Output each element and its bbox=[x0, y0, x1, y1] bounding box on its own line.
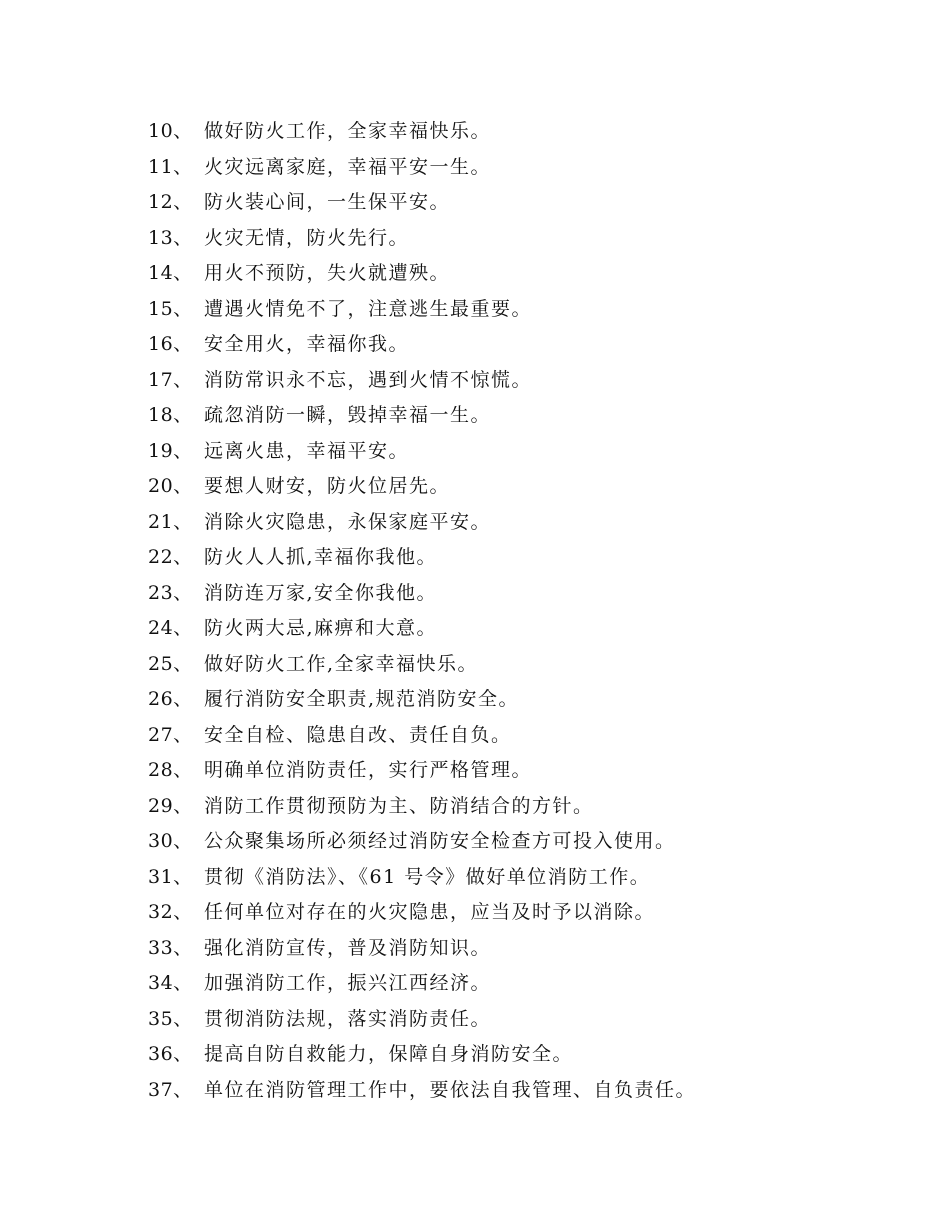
item-text: 单位在消防管理工作中，要依法自我管理、自负责任。 bbox=[204, 1078, 697, 1101]
item-text: 贯彻消防法规，落实消防责任。 bbox=[204, 1007, 492, 1030]
list-item bbox=[148, 895, 696, 931]
list-item bbox=[148, 682, 696, 718]
item-number: 20、 bbox=[148, 475, 193, 497]
item-text: 贯彻《消防法》、《61 号令》做好单位消防工作。 bbox=[204, 865, 651, 888]
list-item bbox=[148, 150, 696, 186]
item-number: 10、 bbox=[148, 120, 193, 142]
item-number: 23、 bbox=[148, 581, 193, 604]
item-number: 22、 bbox=[148, 546, 193, 568]
item-number: 14、 bbox=[148, 262, 193, 284]
item-number: 16、 bbox=[148, 333, 193, 355]
item-text: 安全自检、隐患自改、责任自负。 bbox=[204, 723, 512, 746]
list-item bbox=[148, 292, 696, 328]
item-text: 加强消防工作，振兴江西经济。 bbox=[204, 972, 492, 994]
item-text: 远离火患，幸福平安。 bbox=[204, 439, 410, 462]
item-number: 15、 bbox=[148, 297, 193, 320]
list-item bbox=[148, 753, 696, 789]
item-number: 31、 bbox=[148, 865, 193, 888]
item-text: 做好防火工作,全家幸福快乐。 bbox=[204, 652, 479, 675]
item-number: 30、 bbox=[148, 830, 193, 852]
list-item bbox=[148, 860, 696, 896]
list-item bbox=[148, 434, 696, 470]
item-number: 26、 bbox=[148, 688, 193, 710]
item-number: 33、 bbox=[148, 936, 193, 959]
item-text: 防火人人抓,幸福你我他。 bbox=[204, 546, 438, 568]
item-number: 13、 bbox=[148, 226, 193, 249]
list-item bbox=[148, 789, 696, 825]
list-item bbox=[148, 540, 696, 576]
list-item bbox=[148, 1037, 696, 1073]
item-text: 公众聚集场所必须经过消防安全检查方可投入使用。 bbox=[204, 830, 676, 852]
item-number: 37、 bbox=[148, 1078, 193, 1101]
item-text: 任何单位对存在的火灾隐患，应当及时予以消除。 bbox=[204, 901, 656, 923]
list-item bbox=[148, 1002, 696, 1038]
item-number: 28、 bbox=[148, 759, 193, 781]
item-text: 要想人财安，防火位居先。 bbox=[204, 475, 451, 497]
item-text: 火灾远离家庭，幸福平安一生。 bbox=[204, 155, 492, 178]
list-item bbox=[148, 469, 696, 505]
list-item bbox=[148, 114, 696, 150]
item-text: 消防连万家,安全你我他。 bbox=[204, 581, 438, 604]
item-number: 11、 bbox=[148, 155, 193, 178]
item-text: 安全用火，幸福你我。 bbox=[204, 333, 410, 355]
item-text: 明确单位消防责任，实行严格管理。 bbox=[204, 759, 533, 781]
item-text: 用火不预防，失火就遭殃。 bbox=[204, 262, 451, 284]
list-item bbox=[148, 398, 696, 434]
list-item bbox=[148, 505, 696, 541]
list-item bbox=[148, 611, 696, 647]
item-number: 17、 bbox=[148, 368, 193, 391]
list-item bbox=[148, 966, 696, 1002]
item-text: 消除火灾隐患，永保家庭平安。 bbox=[204, 510, 492, 533]
item-text: 疏忽消防一瞬，毁掉幸福一生。 bbox=[204, 404, 492, 426]
list-item bbox=[148, 824, 696, 860]
item-text: 消防工作贯彻预防为主、防消结合的方针。 bbox=[204, 794, 594, 817]
item-text: 遭遇火情免不了，注意逃生最重要。 bbox=[204, 297, 533, 320]
item-number: 27、 bbox=[148, 723, 193, 746]
list-item bbox=[148, 256, 696, 292]
item-number: 12、 bbox=[148, 191, 193, 213]
item-number: 18、 bbox=[148, 404, 193, 426]
list-item bbox=[148, 363, 696, 399]
item-number: 19、 bbox=[148, 439, 193, 462]
item-number: 24、 bbox=[148, 617, 193, 639]
slogan-list bbox=[148, 114, 696, 1108]
item-number: 35、 bbox=[148, 1007, 193, 1030]
list-item bbox=[148, 718, 696, 754]
item-text: 消防常识永不忘，遇到火情不惊慌。 bbox=[204, 368, 533, 391]
list-item bbox=[148, 185, 696, 221]
list-item bbox=[148, 647, 696, 683]
item-text: 强化消防宣传，普及消防知识。 bbox=[204, 936, 492, 959]
item-number: 32、 bbox=[148, 901, 193, 923]
item-text: 防火装心间，一生保平安。 bbox=[204, 191, 451, 213]
item-number: 25、 bbox=[148, 652, 193, 675]
item-text: 防火两大忌,麻痹和大意。 bbox=[204, 617, 438, 639]
list-item bbox=[148, 931, 696, 967]
list-item bbox=[148, 221, 696, 257]
item-text: 履行消防安全职责,规范消防安全。 bbox=[204, 688, 520, 710]
item-number: 34、 bbox=[148, 972, 193, 994]
item-number: 36、 bbox=[148, 1043, 193, 1065]
item-text: 火灾无情，防火先行。 bbox=[204, 226, 410, 249]
item-number: 21、 bbox=[148, 510, 193, 533]
list-item bbox=[148, 327, 696, 363]
item-text: 做好防火工作，全家幸福快乐。 bbox=[204, 120, 492, 142]
list-item bbox=[148, 1073, 696, 1109]
item-number: 29、 bbox=[148, 794, 193, 817]
list-item bbox=[148, 576, 696, 612]
item-text: 提高自防自救能力，保障自身消防安全。 bbox=[204, 1043, 574, 1065]
